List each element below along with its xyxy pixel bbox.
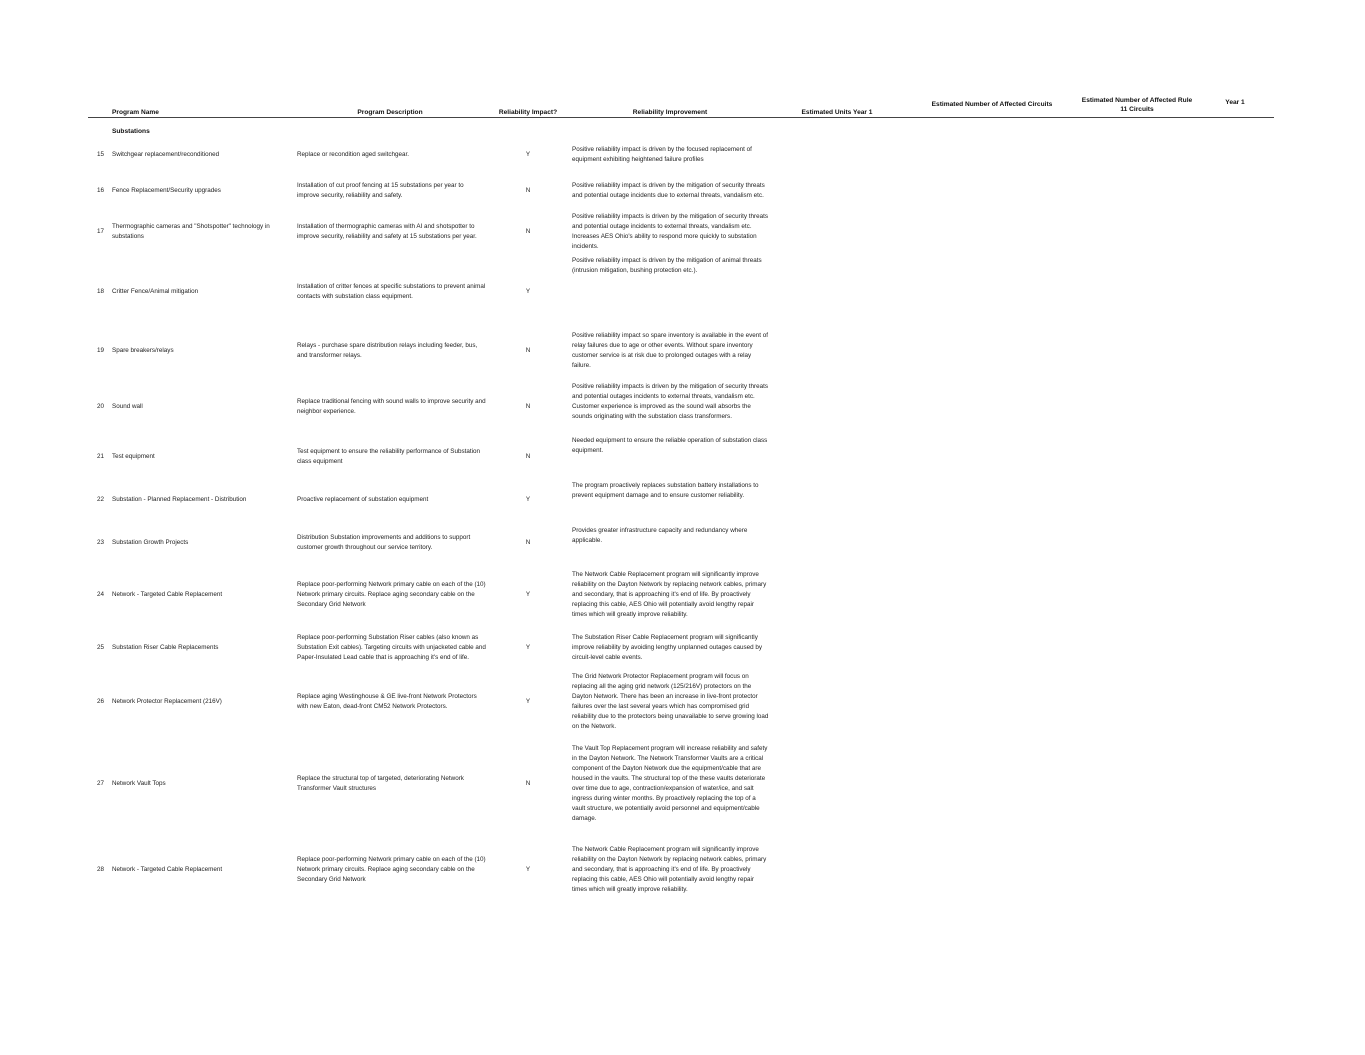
row-number: 21 [96, 452, 104, 460]
program-description: Replace aging Westinghouse & GE live-front Network Protectors with new Eaton, dead-front CM52 Network Protectors. [297, 692, 477, 710]
reliability-improvement: Positive reliability impact is driven by the mitigation of security threats and potential outage incidents due to external threats, vandalism etc. [572, 181, 765, 199]
header-year1: Year 1 [1225, 99, 1245, 106]
reliability-improvement: The Vault Top Replacement program will increase reliability and safety in the Dayton Network. The Network Transformer Vaults are a critical component of the Dayton Network due the equipment/cable that are housed in the vaults. The structural top of the these vaults deteriorate over time due to age, contraction/expansion of water/ice, and salt ingress during winter months. By proactively replacing the top of a vault structure, we potentially avoid personnel and equipment/cable damage. [572, 745, 768, 822]
table-row [0, 671, 1365, 732]
program-description: Relays - purchase spare distribution relays including feeder, bus, and transformer relays. [297, 341, 478, 359]
row-number: 26 [96, 697, 104, 705]
reliability-improvement: Positive reliability impact is driven by the focused replacement of equipment exhibiting heightened failure profiles [572, 145, 752, 163]
reliability-impact: Y [525, 288, 531, 295]
program-description: Installation of thermographic cameras with AI and shotspotter to improve security, reliability and safety at 15 substations per year. [297, 223, 477, 240]
table-row [0, 627, 1365, 669]
header-estimated-units-year1: Estimated Units Year 1 [801, 109, 873, 116]
reliability-impact: N [525, 539, 531, 546]
program-name: Substation Riser Cable Replacements [112, 644, 219, 651]
reliability-improvement: The Grid Network Protector Replacement program will focus on replacing all the aging grid network (125/216V) protectors on the Dayton Network. There has been an increase in live-front protector failures over the last several years which has compromised grid reliability due to the protectors being unavailable to serve growing load on the Network. [572, 672, 769, 730]
reliability-impact: Y [525, 865, 531, 873]
header-program-name: Program Name [112, 109, 159, 116]
reliability-improvement: The Network Cable Replacement program will significantly improve reliability on the Dayton Network by replacing network cables, primary and secondary, that is approaching it's end of life. By proactively replacing this cable, AES Ohio will potentially avoid lengthy repair times which will greatly improve reliability. [572, 845, 767, 893]
row-number: 22 [96, 496, 104, 503]
row-number: 24 [96, 590, 104, 598]
program-name: Fence Replacement/Security upgrades [112, 186, 221, 194]
row-number: 20 [96, 402, 104, 410]
header-affected-rule-line2: 11 Circuits [1120, 106, 1154, 113]
reliability-improvement: Positive reliability impacts is driven by the mitigation of security threats and potential outages incidents to external threats, vandalism etc. Customer experience is improved as the sound wall absorbs the sounds originating with the substation class transformers. [572, 382, 768, 420]
program-name: Network Protector Replacement (216V) [112, 697, 222, 705]
row-number: 16 [96, 186, 104, 194]
program-name: Critter Fence/Animal mitigation [112, 288, 199, 295]
table-row [0, 323, 1365, 378]
program-description: Replace traditional fencing with sound walls to improve security and neighbor experience. [297, 397, 486, 415]
program-description: Test equipment to ensure the reliability performance of Substation class equipment [297, 447, 481, 465]
program-name: Network - Targeted Cable Replacement [112, 865, 223, 873]
row-number: 27 [96, 780, 104, 787]
reliability-impact: N [525, 346, 531, 354]
program-description: Installation of cut proof fencing at 15 substations per year to improve security, reliability and safety. [297, 181, 464, 199]
reliability-improvement: Positive reliability impact is driven by the mitigation of animal threats (intrusion mitigation, bushing protection etc.). [572, 257, 762, 274]
header-rule [88, 117, 1274, 118]
reliability-improvement: Positive reliability impact so spare inventory is available in the event of relay failures due to age or other events. Without spare inventory customer service is at risk due to prolonged outages with a relay failure. [572, 331, 768, 369]
table-row [0, 172, 1365, 209]
program-name: Substation - Planned Replacement - Distribution [112, 496, 247, 503]
reliability-impact: N [525, 780, 531, 787]
program-description: Replace the structural top of targeted, deteriorating Network Transformer Vault structures [297, 775, 464, 792]
header-affected-rule-line1: Estimated Number of Affected Rule [1081, 97, 1193, 104]
program-name: Switchgear replacement/reconditioned [112, 150, 220, 158]
row-number: 15 [96, 150, 104, 158]
reliability-improvement: Positive reliability impacts is driven by the mitigation of security threats and potential outage incidents to external threats, vandalism etc. Increases AES Ohio's ability to respond more quickly to substation incidents. [572, 213, 768, 250]
program-description: Proactive replacement of substation equipment [297, 496, 429, 503]
reliability-improvement: The Network Cable Replacement program will significantly improve reliability on the Dayton Network by replacing network cables, primary and secondary, that is approaching it's end of life. By proactively replacing this cable, AES Ohio will potentially avoid lengthy repair times which will greatly improve reliability. [572, 570, 767, 618]
row-number: 28 [96, 865, 104, 873]
program-name: Substation Growth Projects [112, 539, 189, 546]
table-row [0, 374, 1365, 439]
row-number: 19 [96, 346, 104, 354]
table-row [0, 256, 1365, 328]
table-row [0, 473, 1365, 527]
program-name: Network Vault Tops [112, 780, 166, 787]
program-description: Distribution Substation improvements and additions to support customer growth throughout our service territory. [297, 534, 471, 551]
program-name: Test equipment [112, 452, 155, 460]
program-name: Thermographic cameras and "Shotspotter" technology in substations [112, 223, 270, 240]
reliability-impact: Y [525, 644, 531, 651]
header-affected-circuits: Estimated Number of Affected Circuits [931, 101, 1053, 108]
row-number: 17 [96, 228, 104, 235]
reliability-impact: Y [525, 496, 531, 503]
row-number: 25 [96, 644, 104, 651]
reliability-impact: N [525, 228, 531, 235]
program-description: Replace poor-performing Substation Riser cables (also known as Substation Exit cables). Targeting circuits with unjacketed cable and Paper-Insulated Lead cable that is approaching it's end of life. [297, 634, 486, 661]
reliability-impact: Y [525, 590, 531, 598]
program-description: Replace poor-performing Network primary cable on each of the (10) Network primary circuits. Replace aging secondary cable on the Secondary Grid Network [297, 580, 486, 608]
program-description: Replace poor-performing Network primary cable on each of the (10) Network primary circuits. Replace aging secondary cable on the Secondary Grid Network [297, 855, 486, 883]
program-description: Replace or recondition aged switchgear. [297, 150, 410, 158]
table-row [0, 564, 1365, 625]
reliability-improvement: Needed equipment to ensure the reliable operation of substation class equipment. [572, 437, 768, 454]
row-number: 18 [96, 288, 104, 295]
table-row [0, 208, 1365, 256]
header-reliability-improvement: Reliability Improvement [632, 109, 708, 116]
program-name: Sound wall [112, 402, 143, 410]
program-description: Installation of critter fences at specific substations to prevent animal contacts with substation class equipment. [297, 283, 486, 300]
reliability-improvement: The Substation Riser Cable Replacement program will significantly improve reliability by avoiding lengthy unplanned outages caused by circuit-level cable events. [572, 634, 763, 661]
reliability-impact: Y [525, 697, 531, 705]
reliability-impact: N [525, 186, 531, 194]
row-number: 23 [96, 539, 104, 546]
program-name: Spare breakers/relays [112, 346, 174, 354]
reliability-impact: N [525, 452, 531, 460]
reliability-impact: N [525, 402, 531, 410]
header-reliability-impact: Reliability Impact? [498, 109, 558, 116]
header-program-description: Program Description [357, 109, 423, 116]
reliability-improvement: The program proactively replaces substation battery installations to prevent equipment damage and to ensure customer reliability. [572, 482, 759, 499]
header-affected-rule-circuits [1072, 96, 1202, 114]
program-name: Network - Targeted Cable Replacement [112, 590, 223, 598]
reliability-impact: Y [525, 150, 531, 158]
table-row [0, 136, 1365, 173]
table-row [0, 522, 1365, 564]
table-row [0, 839, 1365, 900]
table-row [0, 734, 1365, 834]
section-title: Substations [112, 128, 150, 135]
reliability-improvement: Provides greater infrastructure capacity and redundancy where applicable. [572, 527, 748, 544]
